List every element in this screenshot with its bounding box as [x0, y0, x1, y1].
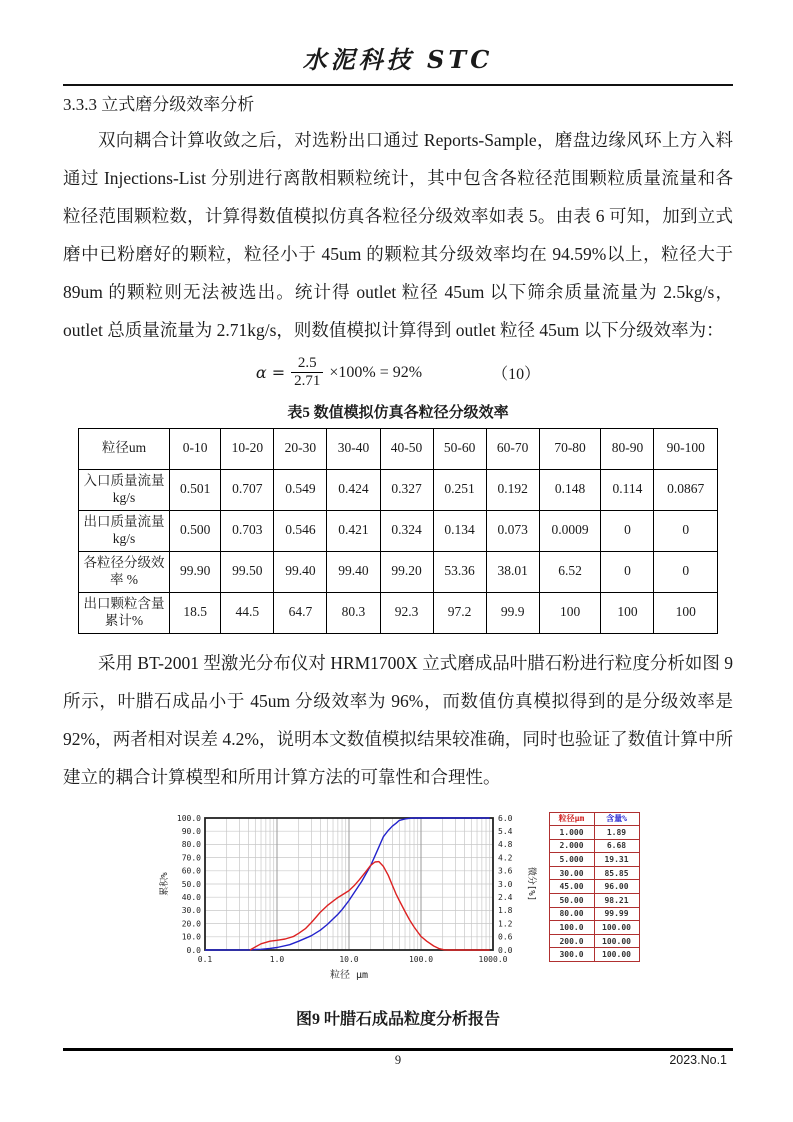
y-tick-right: 6.0 [497, 813, 512, 823]
table5-cell: 99.40 [327, 551, 380, 592]
table5-cell: 38.01 [486, 551, 539, 592]
table5-header-row [79, 428, 718, 469]
table5-cell: 0.327 [380, 469, 433, 510]
psd-side-table-cell: 1.89 [594, 826, 639, 840]
y-tick-left: 100.0 [176, 813, 201, 823]
table5-row-label: 出口质量流量 kg/s [79, 510, 170, 551]
psd-side-table-row [549, 880, 639, 894]
psd-side-table-row [549, 853, 639, 867]
table5-cell: 100 [601, 592, 654, 633]
table5-cell: 53.36 [433, 551, 486, 592]
table5-cell: 0.324 [380, 510, 433, 551]
issue-label: 2023.No.1 [669, 1053, 727, 1067]
table5-cell: 44.5 [221, 592, 274, 633]
psd-side-table-cell: 80.00 [549, 907, 594, 921]
table5-cell: 0 [601, 551, 654, 592]
fraction-numerator: 2.5 [297, 355, 317, 371]
y-axis-label-left: 累积% [159, 871, 170, 896]
psd-side-table-cell: 30.00 [549, 866, 594, 880]
psd-side-table-body [549, 812, 639, 962]
y-axis-label-right: 微分[%] [525, 866, 536, 901]
x-tick: 100.0 [408, 954, 433, 964]
table5-size-header: 30-40 [327, 428, 380, 469]
table5-cell: 0.0867 [654, 469, 718, 510]
table5-cell: 0.707 [221, 469, 274, 510]
y-tick-right: 0.6 [497, 932, 512, 942]
y-tick-right: 4.8 [497, 839, 512, 849]
table5-cell: 80.3 [327, 592, 380, 633]
table5-row-label: 各粒径分级效 率 % [79, 551, 170, 592]
page-footer [63, 1048, 733, 1071]
figure9-caption: 图9 叶腊石成品粒度分析报告 [295, 1010, 500, 1028]
table5-cell: 18.5 [170, 592, 221, 633]
table5-cell: 99.9 [486, 592, 539, 633]
y-tick-left: 90.0 [181, 826, 201, 836]
psd-content-header: 含量% [594, 812, 639, 826]
table5-cell: 100 [539, 592, 601, 633]
psd-side-table-row [549, 948, 639, 962]
equation-rhs: ×100% = 92% [329, 363, 423, 381]
table5-row-label: 出口颗粒含量 累计% [79, 592, 170, 633]
table5 [78, 428, 718, 634]
table5-size-header: 10-20 [221, 428, 274, 469]
table5-cell: 99.50 [221, 551, 274, 592]
table5-cell: 92.3 [380, 592, 433, 633]
section-heading: 3.3.3 立式磨分级效率分析 [63, 95, 255, 114]
psd-side-table-cell: 98.21 [594, 894, 639, 908]
table5-cell: 97.2 [433, 592, 486, 633]
footer-row [63, 1053, 733, 1071]
table5-cell: 0 [601, 510, 654, 551]
psd-side-table [549, 812, 640, 963]
psd-side-table-cell: 200.0 [549, 934, 594, 948]
psd-side-table-cell: 19.31 [594, 853, 639, 867]
table5-cell: 0.251 [433, 469, 486, 510]
table5-cell: 6.52 [539, 551, 601, 592]
table5-body [79, 428, 718, 633]
header-rule [63, 84, 733, 86]
table5-cell: 0.501 [170, 469, 221, 510]
psd-side-table-cell: 2.000 [549, 839, 594, 853]
table5-row [79, 510, 718, 551]
y-tick-right: 5.4 [497, 826, 512, 836]
x-tick: 1.0 [269, 954, 284, 964]
table5-cell: 0.0009 [539, 510, 601, 551]
psd-side-table-cell: 100.00 [594, 948, 639, 962]
table5-size-header: 40-50 [380, 428, 433, 469]
y-tick-right: 3.6 [497, 866, 512, 876]
y-tick-right: 3.0 [497, 879, 512, 889]
y-tick-right: 4.2 [497, 852, 512, 862]
table5-size-header: 0-10 [170, 428, 221, 469]
y-tick-left: 0.0 [186, 945, 201, 955]
equation-number: （10） [492, 366, 541, 384]
table5-cell: 99.90 [170, 551, 221, 592]
y-tick-left: 20.0 [181, 918, 201, 928]
table5-cell: 0.192 [486, 469, 539, 510]
figure9 [63, 810, 733, 992]
paragraph-1: 双向耦合计算收敛之后，对选粉出口通过 Reports-Sample，磨盘边缘风环上方入料通过 Injections-List 分别进行离散相颗粒统计，其中包含各粒径范围颗粒质量流量和各粒径范围颗粒数，计算得数值模拟仿真各粒径分级效率如表 5。由表 6 可知，加到立式磨中已粉磨好的颗粒，粒径小于 45um 的颗粒其分级效率均在 94.59%以上，粒径大于 89um 的颗粒则无法被选出。统计得 outlet 粒径 45um 以下筛余质量流量为 2.5kg/s，outlet 总质量流量为 2.71kg/s，则数值模拟计算得到 outlet 粒径 45um 以下分级效率为： [63, 130, 733, 340]
x-tick: 1000.0 [478, 954, 507, 964]
psd-side-table-header [549, 812, 639, 826]
table5-row [79, 469, 718, 510]
psd-side-table-cell: 100.00 [594, 934, 639, 948]
psd-chart-svg [157, 810, 537, 992]
psd-side-table-cell: 6.68 [594, 839, 639, 853]
table5-cell: 0.421 [327, 510, 380, 551]
psd-side-table-cell: 5.000 [549, 853, 594, 867]
equation-10 [63, 355, 733, 391]
psd-size-header: 粒径μm [549, 812, 594, 826]
y-tick-right: 1.8 [497, 905, 512, 915]
table5-cell: 0.549 [274, 469, 327, 510]
table5-row-label: 入口质量流量 kg/s [79, 469, 170, 510]
paragraph-2: 采用 BT-2001 型激光分布仪对 HRM1700X 立式磨成品叶腊石粉进行粒度分析如图 9 所示，叶腊石成品小于 45um 分级效率为 96%，而数值仿真模拟得到的是分级效率是 92%，两者相对误差 4.2%，说明本文数值模拟结果较准确，同时也验证了数值计算中所建立的耦合计算模型和所用计算方法的可靠性和合理性。 [63, 652, 733, 787]
psd-side-table-row [549, 934, 639, 948]
y-tick-left: 40.0 [181, 892, 201, 902]
y-tick-left: 70.0 [181, 852, 201, 862]
psd-side-table-row [549, 907, 639, 921]
footer-rule [63, 1048, 733, 1051]
table5-cell: 99.20 [380, 551, 433, 592]
fraction-denominator: 2.71 [291, 372, 323, 390]
table5-cell: 0 [654, 551, 718, 592]
psd-side-table-cell: 85.85 [594, 866, 639, 880]
psd-side-table-row [549, 894, 639, 908]
psd-side-table-cell: 100.00 [594, 921, 639, 935]
table5-size-header: 60-70 [486, 428, 539, 469]
psd-side-table-cell: 96.00 [594, 880, 639, 894]
psd-side-table-row [549, 826, 639, 840]
journal-title: 水泥科技 STC [302, 45, 494, 74]
table5-cell: 99.40 [274, 551, 327, 592]
x-axis-label: 粒径 μm [329, 969, 368, 981]
psd-side-table-cell: 100.0 [549, 921, 594, 935]
table5-size-header: 20-30 [274, 428, 327, 469]
psd-side-table-row [549, 921, 639, 935]
psd-side-table-cell: 1.000 [549, 826, 594, 840]
page-number: 9 [394, 1053, 402, 1067]
table5-cell: 0.073 [486, 510, 539, 551]
table5-caption: 表5 数值模拟仿真各粒径分级效率 [287, 404, 509, 421]
x-tick: 10.0 [338, 954, 359, 964]
table5-size-header: 90-100 [654, 428, 718, 469]
y-tick-right: 0.0 [497, 945, 512, 955]
table5-size-header: 80-90 [601, 428, 654, 469]
psd-side-table-cell: 300.0 [549, 948, 594, 962]
equation-fraction [291, 355, 323, 391]
y-tick-left: 60.0 [181, 866, 201, 876]
psd-side-table-row [549, 839, 639, 853]
table5-cell: 0.114 [601, 469, 654, 510]
table5-size-header: 70-80 [539, 428, 601, 469]
psd-side-table-cell: 99.99 [594, 907, 639, 921]
table5-cell: 0.424 [327, 469, 380, 510]
y-tick-right: 1.2 [497, 918, 512, 928]
table5-size-header: 50-60 [433, 428, 486, 469]
y-tick-left: 50.0 [181, 879, 201, 889]
y-tick-left: 30.0 [181, 905, 201, 915]
x-tick: 0.1 [197, 954, 212, 964]
table5-cell: 0.134 [433, 510, 486, 551]
psd-side-table-cell: 50.00 [549, 894, 594, 908]
table5-cell: 0 [654, 510, 718, 551]
table5-cell: 0.703 [221, 510, 274, 551]
table5-row [79, 551, 718, 592]
y-tick-left: 10.0 [181, 932, 201, 942]
equation-lhs: α = [255, 363, 286, 383]
table5-row [79, 592, 718, 633]
table5-cell: 0.148 [539, 469, 601, 510]
table5-cell: 100 [654, 592, 718, 633]
psd-side-table-cell: 45.00 [549, 880, 594, 894]
y-tick-left: 80.0 [181, 839, 201, 849]
table5-cell: 64.7 [274, 592, 327, 633]
psd-side-table-row [549, 866, 639, 880]
table5-cell: 0.500 [170, 510, 221, 551]
equation-body [256, 355, 422, 391]
y-tick-right: 2.4 [497, 892, 512, 902]
table5-corner-cell: 粒径um [79, 428, 170, 469]
table5-cell: 0.546 [274, 510, 327, 551]
